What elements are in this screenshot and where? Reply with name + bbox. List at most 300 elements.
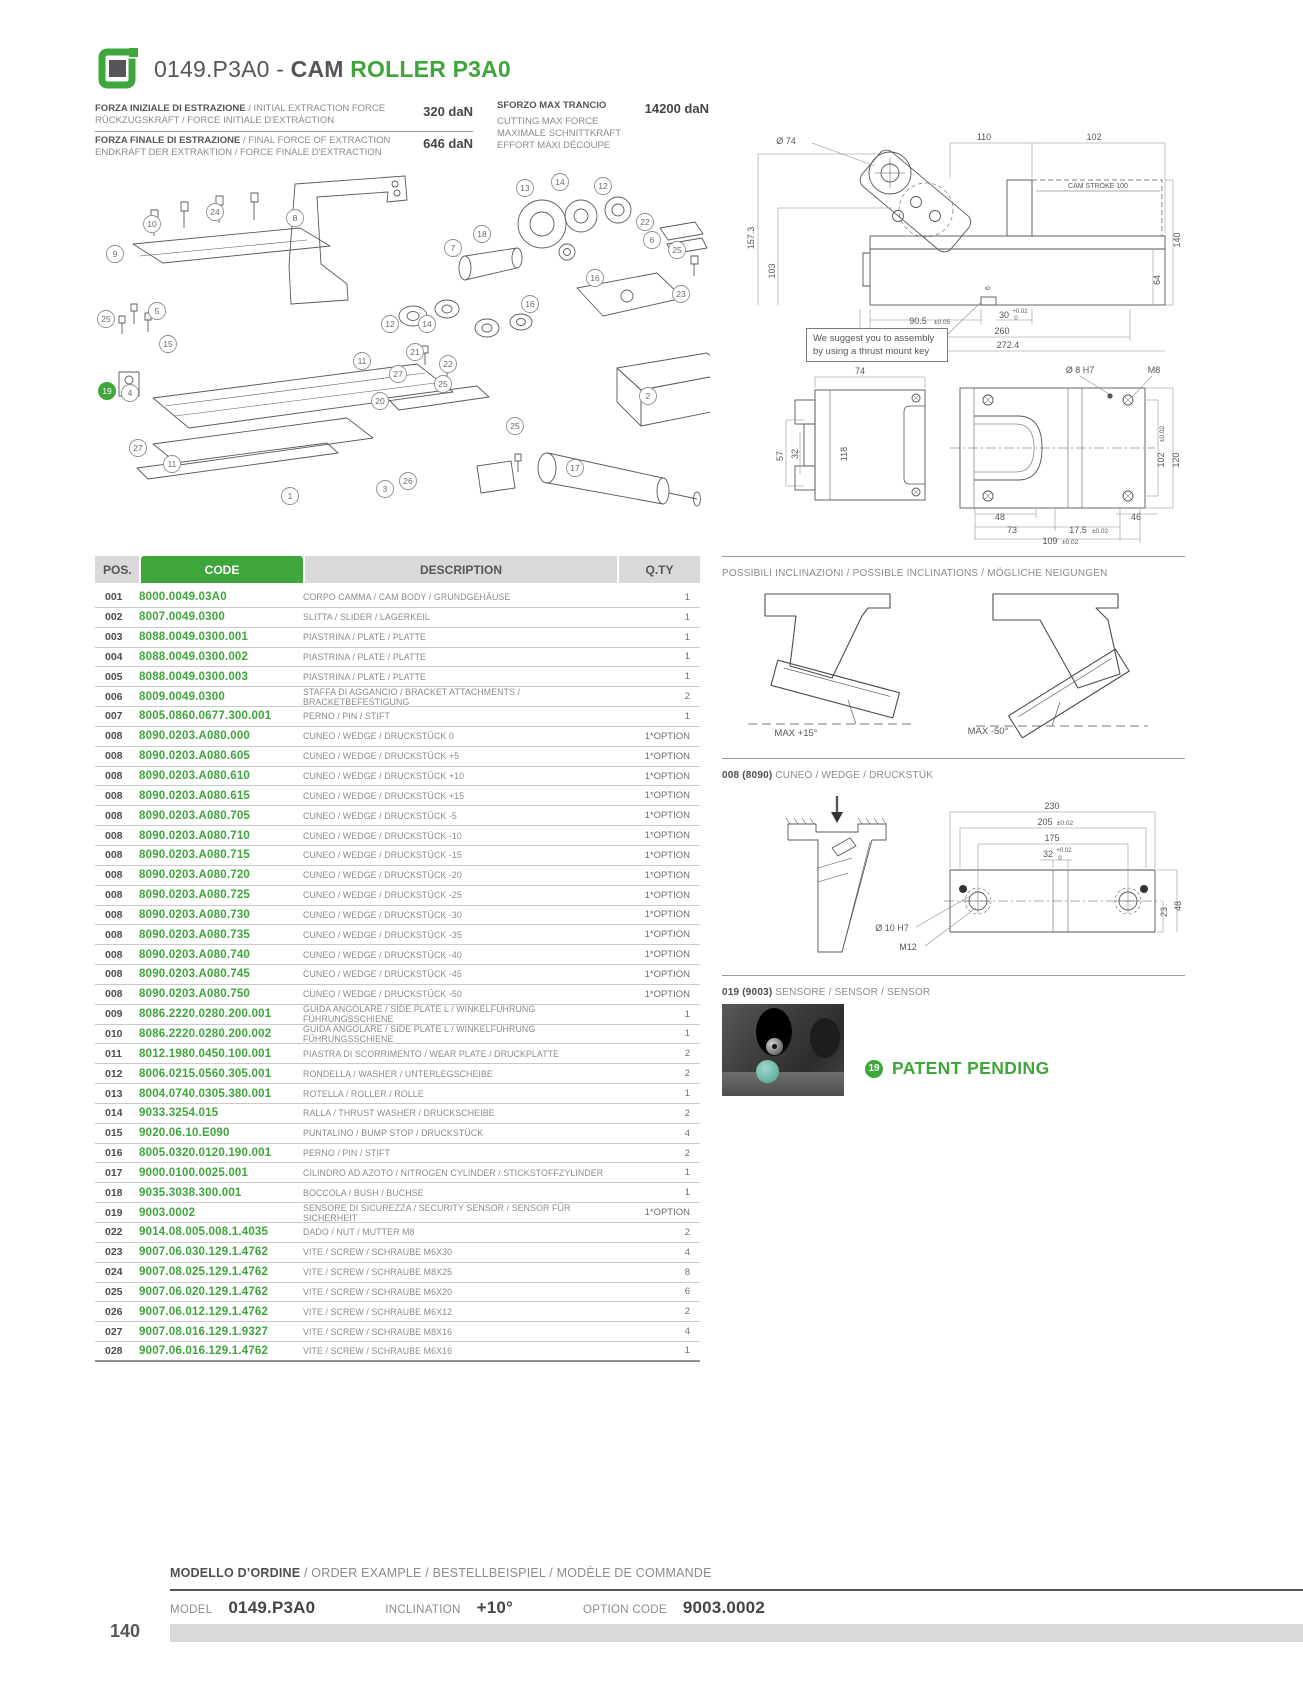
part-pos: 010 — [105, 1027, 123, 1040]
part-description: CUNEO / WEDGE / DRUCKSTÜCK -10 — [303, 830, 462, 841]
dimension-label: ±0.02 — [1159, 425, 1166, 443]
part-pos: 005 — [105, 670, 123, 683]
part-qty: 4 — [684, 1127, 690, 1139]
part-description: CUNEO / WEDGE / DRUCKSTÜCK -25 — [303, 890, 462, 901]
part-description: STAFFA DI AGGANCIO / BRACKET ATTACHMENTS / BRACKETBEFESTIGUNG — [303, 686, 521, 707]
part-code: 8090.0203.A080.740 — [139, 948, 251, 961]
dimension-label: 48 — [994, 512, 1006, 522]
part-code: 8086.2220.0280.200.002 — [139, 1027, 272, 1040]
table-row — [95, 1025, 700, 1045]
callout-25 — [98, 311, 115, 328]
page-title-code: 0149.P3A0 - — [154, 56, 291, 82]
footer-bar — [170, 1624, 1303, 1642]
section-divider — [722, 975, 1185, 976]
part-pos: 003 — [105, 631, 123, 644]
part-code: 8009.0049.0300 — [139, 690, 225, 703]
part-description: PIASTRINA / PLATE / PLATTE — [303, 651, 427, 662]
callout-16 — [522, 296, 539, 313]
dimension-label: 17.5 — [1069, 525, 1087, 535]
callout-17 — [567, 460, 584, 477]
dimension-label: 46 — [1130, 512, 1142, 522]
table-row — [95, 1044, 700, 1064]
photo-sensor-body — [756, 1060, 779, 1083]
table-row — [95, 727, 700, 747]
order-inclination-label: INCLINATION — [385, 1604, 461, 1616]
part-code: 8090.0203.A080.605 — [139, 750, 251, 763]
front-and-plan-drawing — [720, 360, 1185, 548]
svg-text:10: 10 — [147, 219, 157, 229]
spec-initial-label-en: / INITIAL EXTRACTION FORCE — [245, 103, 386, 114]
part-description: VITE / SCREW / SCHRAUBE M6X30 — [303, 1247, 453, 1258]
dimension-label: 205 — [1037, 817, 1053, 827]
dimension-label: 6 — [985, 286, 992, 290]
part-qty: 2 — [684, 1147, 690, 1159]
callout-11 — [164, 456, 181, 473]
table-row — [95, 886, 700, 906]
part-qty: 1*OPTION — [644, 1207, 690, 1219]
shear-value: 14200 daN — [644, 101, 709, 116]
svg-text:15: 15 — [163, 339, 173, 349]
part-description: CUNEO / WEDGE / DRUCKSTÜCK -50 — [303, 989, 462, 1000]
part-qty: 1*OPTION — [644, 790, 690, 802]
page-title — [154, 56, 511, 83]
part-qty: 1 — [684, 1008, 690, 1020]
svg-text:25: 25 — [672, 245, 682, 255]
part-code: 9014.08.005.008.1.4035 — [139, 1226, 269, 1239]
svg-text:8: 8 — [292, 213, 298, 223]
part-pos: 016 — [105, 1147, 123, 1160]
svg-text:23: 23 — [676, 289, 686, 299]
part-code: 8090.0203.A080.615 — [139, 789, 251, 802]
part-description: SLITTA / SLIDER / LAGERKEIL — [303, 612, 430, 623]
callout-14 — [552, 174, 569, 191]
dimension-label: 103 — [767, 263, 777, 279]
table-row — [95, 1084, 700, 1104]
callout-25 — [669, 242, 686, 259]
part-description: VITE / SCREW / SCHRAUBE M6X16 — [303, 1345, 453, 1356]
svg-text:3: 3 — [382, 484, 388, 494]
dimension-label: 90.5 — [909, 316, 927, 326]
svg-text:21: 21 — [410, 347, 420, 357]
svg-text:20: 20 — [375, 396, 385, 406]
part-pos: 008 — [105, 829, 123, 842]
part-pos: 008 — [105, 968, 123, 981]
patent-pending-label: PATENT PENDING — [892, 1058, 1050, 1078]
assembly-note — [806, 328, 948, 362]
callout-3 — [377, 481, 394, 498]
table-row — [95, 1203, 700, 1223]
table-row — [95, 608, 700, 628]
dimension-label: ±0.02 — [1091, 528, 1109, 535]
part-qty: 4 — [684, 1326, 690, 1338]
table-row — [95, 648, 700, 668]
table-row — [95, 866, 700, 886]
table-row — [95, 1064, 700, 1084]
callout-12 — [595, 178, 612, 195]
callout-1 — [282, 488, 299, 505]
part-pos: 015 — [105, 1127, 123, 1140]
table-row — [95, 1104, 700, 1124]
assembly-note-line1: We suggest you to assembly — [813, 333, 935, 344]
svg-text:5: 5 — [154, 306, 160, 316]
part-pos: 024 — [105, 1266, 123, 1279]
part-pos: 019 — [105, 1206, 123, 1219]
callout-21 — [407, 344, 424, 361]
table-row — [95, 747, 700, 767]
part-description: PUNTALINO / BUMP STOP / DRUCKSTÜCK — [303, 1128, 484, 1139]
section-divider — [722, 556, 1185, 557]
svg-text:24: 24 — [210, 207, 220, 217]
svg-text:12: 12 — [385, 319, 395, 329]
part-pos: 008 — [105, 770, 123, 783]
table-row — [95, 1005, 700, 1025]
dimension-label: 157.3 — [746, 226, 756, 250]
callout-16 — [587, 270, 604, 287]
table-row — [95, 1302, 700, 1322]
part-description: VITE / SCREW / SCHRAUBE M6X20 — [303, 1286, 453, 1297]
part-description: CUNEO / WEDGE / DRUCKSTÜCK -40 — [303, 949, 462, 960]
page-title-dark: CAM — [290, 56, 351, 82]
photo-side-hole — [810, 1018, 840, 1058]
part-qty: 1*OPTION — [644, 730, 690, 742]
footer-rule — [170, 1589, 1303, 1591]
dimension-label: 260 — [994, 326, 1010, 336]
dimension-label: Ø 8 H7 — [1065, 365, 1095, 375]
part-code: 8005.0320.0120.190.001 — [139, 1147, 272, 1160]
dimension-label: 23 — [1159, 906, 1169, 918]
part-code: 8006.0215.0560.305.001 — [139, 1067, 272, 1080]
svg-text:25: 25 — [438, 379, 448, 389]
dimension-label: 57 — [775, 450, 785, 462]
svg-text:1: 1 — [287, 491, 293, 501]
svg-text:27: 27 — [393, 369, 403, 379]
part-pos: 014 — [105, 1107, 123, 1120]
part-pos: 001 — [105, 591, 123, 604]
spec-final-value: 646 daN — [423, 136, 473, 151]
part-code: 9020.06.10.E090 — [139, 1127, 230, 1140]
callout-4 — [122, 385, 139, 402]
spec-final-label-it: FORZA FINALE DI ESTRAZIONE — [95, 135, 241, 146]
part-pos: 025 — [105, 1285, 123, 1298]
photo-sensor-lens — [772, 1044, 777, 1049]
part-code: 8090.0203.A080.610 — [139, 770, 251, 783]
order-example-heading — [170, 1566, 712, 1580]
svg-text:16: 16 — [590, 273, 600, 283]
sensor-photo — [722, 1004, 844, 1096]
part-description: BOCCOLA / BUSH / BUCHSE — [303, 1187, 424, 1198]
part-pos: 011 — [105, 1047, 122, 1060]
part-pos: 004 — [105, 650, 123, 663]
part-code: 8088.0049.0300.001 — [139, 631, 249, 644]
dimension-label: 64 — [1152, 274, 1162, 286]
part-description: SENSORE DI SICUREZZA / SECURITY SENSOR / SENSOR FÜR SICHERHEIT — [303, 1202, 571, 1223]
table-row — [95, 1263, 700, 1283]
parts-table — [95, 588, 700, 1362]
dimension-label: 140 — [1172, 232, 1182, 248]
part-qty: 1 — [684, 611, 690, 623]
part-qty: 6 — [684, 1286, 690, 1298]
part-description: VITE / SCREW / SCHRAUBE M8X25 — [303, 1267, 453, 1278]
dimension-label: 32 — [1042, 849, 1054, 859]
dimension-label: ±0.02 — [1061, 539, 1079, 546]
dimension-label: M12 — [899, 942, 917, 952]
table-row — [95, 965, 700, 985]
svg-text:25: 25 — [510, 421, 520, 431]
callout-18 — [474, 226, 491, 243]
col-header-qty: Q.TY — [619, 556, 700, 583]
table-row — [95, 806, 700, 826]
sensor-heading — [722, 987, 930, 998]
part-qty: 2 — [684, 691, 690, 703]
callout-22 — [637, 214, 654, 231]
table-row — [95, 1342, 700, 1362]
shear-label-en: CUTTING MAX FORCE — [497, 116, 599, 127]
part-code: 9007.06.012.129.1.4762 — [139, 1305, 269, 1318]
part-pos: 017 — [105, 1166, 123, 1179]
table-row — [95, 1223, 700, 1243]
dimension-label: 110 — [976, 132, 992, 142]
svg-text:11: 11 — [167, 459, 177, 469]
part-pos: 008 — [105, 889, 123, 902]
svg-text:26: 26 — [403, 476, 413, 486]
callout-5 — [149, 303, 166, 320]
part-description: CUNEO / WEDGE / DRUCKSTÜCK -45 — [303, 969, 462, 980]
col-header-pos: POS. — [95, 556, 139, 583]
svg-text:16: 16 — [525, 299, 535, 309]
table-row — [95, 1124, 700, 1144]
dimension-label: Ø 74 — [776, 136, 796, 146]
order-model-value: 0149.P3A0 — [228, 1598, 316, 1617]
shear-label-it: SFORZO MAX TRANCIO — [497, 100, 607, 111]
spec-final-label-de-fr: ENDKRAFT DER EXTRAKTION / FORCE FINALE D'EXTRACTION — [95, 147, 382, 158]
sensor-heading-pos: 019 (9003) — [722, 987, 773, 998]
part-code: 9033.3254.015 — [139, 1107, 219, 1120]
part-description: GUIDA ANGOLARE / SIDE PLATE L / WINKELFÜHRUNG FÜHRUNGSSCHIENE — [303, 1023, 536, 1044]
part-qty: 1 — [684, 591, 690, 603]
table-row — [95, 1144, 700, 1164]
part-qty: 1*OPTION — [644, 810, 690, 822]
part-pos: 008 — [105, 908, 123, 921]
svg-text:2: 2 — [645, 391, 651, 401]
part-qty: 4 — [684, 1246, 690, 1258]
inclination-plus15 — [748, 594, 916, 724]
order-option-code-value: 9003.0002 — [682, 1598, 765, 1617]
part-pos: 008 — [105, 809, 123, 822]
part-callouts — [98, 174, 690, 505]
part-code: 8005.0860.0677.300.001 — [139, 710, 272, 723]
part-code: 9035.3038.300.001 — [139, 1186, 242, 1199]
extraction-specs — [95, 100, 473, 163]
table-row — [95, 1322, 700, 1342]
table-row — [95, 925, 700, 945]
callout-22 — [440, 356, 457, 373]
table-row — [95, 906, 700, 926]
brand-logo-icon — [95, 46, 141, 92]
table-row — [95, 846, 700, 866]
table-row — [95, 767, 700, 787]
part-qty: 1*OPTION — [644, 968, 690, 980]
callout-24 — [207, 204, 224, 221]
part-pos: 009 — [105, 1008, 123, 1021]
svg-text:14: 14 — [422, 319, 432, 329]
svg-text:13: 13 — [520, 183, 530, 193]
callout-12 — [382, 316, 399, 333]
inclination-minus50 — [976, 594, 1148, 738]
dimension-label: 118 — [839, 446, 849, 462]
svg-text:7: 7 — [450, 243, 456, 253]
part-pos: 023 — [105, 1246, 123, 1259]
part-description: CUNEO / WEDGE / DRUCKSTÜCK -35 — [303, 929, 462, 940]
inclinations-heading: POSSIBILI INCLINAZIONI / POSSIBLE INCLINATIONS / MÖGLICHE NEIGUNGEN — [722, 568, 1108, 579]
order-inclination-value: +10° — [476, 1598, 514, 1617]
part-qty: 1*OPTION — [644, 770, 690, 782]
table-row — [95, 667, 700, 687]
callout-15 — [160, 336, 177, 353]
part-code: 8090.0203.A080.725 — [139, 889, 251, 902]
callout-20 — [372, 393, 389, 410]
callout-8 — [287, 210, 304, 227]
part-pos: 008 — [105, 948, 123, 961]
part-description: VITE / SCREW / SCHRAUBE M8X16 — [303, 1326, 453, 1337]
dimension-label: MAX +15° — [774, 728, 818, 739]
part-description: ROTELLA / ROLLER / ROLLE — [303, 1088, 424, 1099]
dimension-label: M8 — [1147, 365, 1161, 375]
order-example-fields — [170, 1598, 1120, 1618]
part-description: CUNEO / WEDGE / DRUCKSTÜCK -5 — [303, 810, 457, 821]
part-code: 9007.08.025.129.1.4762 — [139, 1266, 269, 1279]
part-description: CUNEO / WEDGE / DRUCKSTÜCK +15 — [303, 790, 465, 801]
part-pos: 022 — [105, 1226, 123, 1239]
table-row — [95, 985, 700, 1005]
part-code: 8088.0049.0300.002 — [139, 650, 249, 663]
dimension-labels — [746, 132, 1182, 350]
part-code: 8086.2220.0280.200.001 — [139, 1008, 272, 1021]
dimension-label: ±0.05 — [933, 319, 951, 326]
part-qty: 2 — [684, 1048, 690, 1060]
dimension-label: Ø 10 H7 — [875, 923, 909, 933]
part-code: 9007.06.030.129.1.4762 — [139, 1246, 269, 1259]
part-description: CILINDRO AD AZOTO / NITROGEN CYLINDER / STICKSTOFFZYLINDER — [303, 1167, 604, 1178]
shear-label-de: MAXIMALE SCHNITTKRAFT — [497, 128, 622, 139]
page-number: 140 — [110, 1621, 141, 1641]
callout-23 — [673, 286, 690, 303]
wedge-drawing — [720, 790, 1185, 968]
callout-14 — [419, 316, 436, 333]
part-pos: 008 — [105, 730, 123, 743]
table-row — [95, 687, 700, 707]
part-description: CUNEO / WEDGE / DRUCKSTÜCK -20 — [303, 870, 462, 881]
table-row — [95, 1243, 700, 1263]
shear-label-fr: EFFORT MAXI DÉCOUPE — [497, 140, 611, 151]
part-code: 9007.06.020.129.1.4762 — [139, 1285, 269, 1298]
svg-text:22: 22 — [640, 217, 650, 227]
part-pos: 008 — [105, 869, 123, 882]
part-pos: 002 — [105, 611, 123, 624]
callout-7 — [445, 240, 462, 257]
section-divider — [722, 758, 1185, 759]
sensor-heading-text: SENSORE / SENSOR / SENSOR — [772, 987, 931, 998]
part-qty: 1*OPTION — [644, 849, 690, 861]
svg-text:9: 9 — [112, 249, 118, 259]
spec-initial-force — [95, 100, 473, 132]
callout-27 — [390, 366, 407, 383]
dimension-label: 230 — [1044, 801, 1060, 811]
patent-badge-19: 19 — [865, 1060, 883, 1078]
col-header-description: DESCRIPTION — [305, 556, 617, 583]
part-pos: 008 — [105, 789, 123, 802]
dimension-label: +0.02 — [1012, 309, 1028, 315]
exploded-view-drawing — [95, 166, 710, 548]
dimension-label: ±0.02 — [1056, 820, 1074, 827]
part-code: 8090.0203.A080.730 — [139, 908, 251, 921]
svg-text:17: 17 — [570, 463, 580, 473]
dimension-label: 120 — [1171, 452, 1181, 468]
part-code: 8090.0203.A080.735 — [139, 928, 251, 941]
callout-27 — [130, 440, 147, 457]
table-row — [95, 826, 700, 846]
callout-25 — [507, 418, 524, 435]
order-heading-it: MODELLO D’ORDINE — [170, 1566, 301, 1580]
part-qty: 1 — [684, 671, 690, 683]
part-pos: 028 — [105, 1344, 123, 1357]
part-code: 8090.0203.A080.720 — [139, 869, 251, 882]
order-model-label: MODEL — [170, 1604, 213, 1616]
col-header-code: CODE — [141, 556, 303, 583]
wedge-heading — [722, 770, 933, 781]
callout-10 — [144, 216, 161, 233]
part-code: 8007.0049.0300 — [139, 611, 225, 624]
part-code: 8090.0203.A080.745 — [139, 968, 251, 981]
part-description: RONDELLA / WASHER / UNTERLEGSCHEIBE — [303, 1068, 493, 1079]
side-elevation-drawing — [720, 128, 1185, 358]
part-qty: 1 — [684, 1187, 690, 1199]
part-code: 8090.0203.A080.705 — [139, 809, 251, 822]
part-description: PERNO / PIN / STIFT — [303, 1148, 390, 1159]
part-pos: 006 — [105, 690, 123, 703]
part-code: 9000.0100.0025.001 — [139, 1166, 249, 1179]
svg-text:6: 6 — [649, 235, 655, 245]
part-qty: 1*OPTION — [644, 988, 690, 1000]
part-pos: 007 — [105, 710, 123, 723]
table-row — [95, 945, 700, 965]
part-pos: 018 — [105, 1186, 123, 1199]
inclination-diagrams — [720, 586, 1185, 748]
part-qty: 1*OPTION — [644, 869, 690, 881]
part-description: GUIDA ANGOLARE / SIDE PLATE L / WINKELFÜHRUNG FÜHRUNGSSCHIENE — [303, 1004, 536, 1025]
part-description: CUNEO / WEDGE / DRUCKSTÜCK +10 — [303, 771, 465, 782]
dimension-label: 272.4 — [996, 340, 1020, 350]
part-qty: 1 — [684, 1088, 690, 1100]
dimension-label: 73 — [1006, 525, 1018, 535]
table-row — [95, 588, 700, 608]
part-qty: 1 — [684, 1167, 690, 1179]
part-code: 8090.0203.A080.710 — [139, 829, 251, 842]
part-qty: 2 — [684, 1226, 690, 1238]
part-code: 8012.1980.0450.100.001 — [139, 1047, 272, 1060]
part-qty: 1*OPTION — [644, 889, 690, 901]
svg-text:27: 27 — [133, 443, 143, 453]
part-pos: 008 — [105, 849, 123, 862]
part-code: 8088.0049.0300.003 — [139, 670, 249, 683]
part-description: DADO / NUT / MUTTER M8 — [303, 1227, 415, 1238]
part-pos: 008 — [105, 750, 123, 763]
callout-6 — [644, 232, 661, 249]
svg-text:12: 12 — [598, 181, 608, 191]
part-description: PIASTRINA / PLATE / PLATTE — [303, 671, 427, 682]
part-description: PIASTRINA / PLATE / PLATTE — [303, 632, 427, 643]
svg-text:19: 19 — [102, 386, 112, 396]
part-pos: 013 — [105, 1087, 123, 1100]
